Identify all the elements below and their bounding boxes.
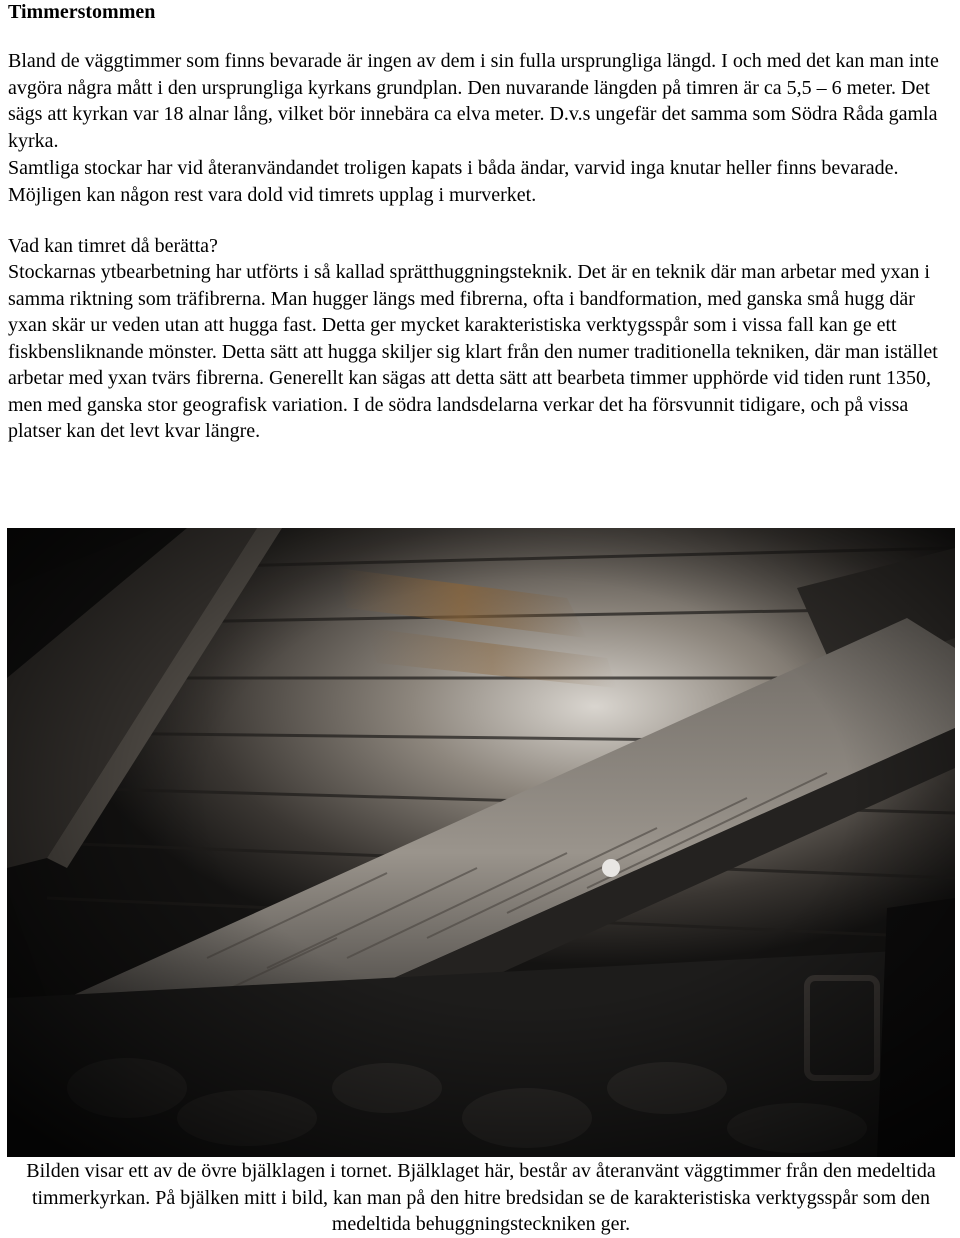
paragraph-dimensions: Bland de väggtimmer som finns bevarade är ingen av dem i sin fulla ursprungliga längd. I och med det kan man inte avgöra några mått i den ursprungliga kyrkans grundplan. Den nuvarande längden på timren är ca 5,5 – 6 meter. Det sägs att kyrkan var 18 alnar lång, vilket bör innebära ca elva meter. D.v.s ungefär det samma som Södra Råda gamla kyrka. xyxy=(8,50,939,152)
ceiling-beam-photo xyxy=(7,528,955,1157)
paragraph-question: Vad kan timret då berätta? xyxy=(8,235,218,257)
paragraph-technique: Stockarnas ytbearbetning har utförts i så kallad sprätthuggningsteknik. Det är en teknik där man arbetar med yxan i samma riktning som träfibrerna. Man hugger längs med fibrerna, ofta i bandformation, med ganska små hugg där yxan skär ur veden utan att hugga fast. Detta ger mycket karakteristiska verktygsspår som i vissa fall kan ge ett fiskbensliknande mönster. Detta sätt att hugga skiljer sig klart från den numer traditionella tekniken, där man istället arbetar med yxan tvärs fibrerna. Generellt kan sägas att detta sätt att bearbeta timmer upphörde vid tiden runt 1350, men med ganska stor geografisk variation. I de södra landsdelarna verkar det ha försvunnit tidigare, och på vissa platser kan det levt kvar längre. xyxy=(8,261,938,442)
photo-caption: Bilden visar ett av de övre bjälklagen i tornet. Bjälklaget här, består av återanvänt väggtimmer från den medeltida timmerkyrkan. På bjälken mitt i bild, kan man på den hitre bredsidan se de karakteristiska verktygsspår som den medeltida behuggningsteckniken ger. xyxy=(26,1160,936,1235)
paragraph-cut-logs: Samtliga stockar har vid återanvändandet troligen kapats i båda ändar, varvid inga knutar heller finns bevarade. Möjligen kan någon rest vara dold vid timrets upplag i murverket. xyxy=(8,157,899,206)
section-heading: Timmerstommen xyxy=(8,1,156,23)
